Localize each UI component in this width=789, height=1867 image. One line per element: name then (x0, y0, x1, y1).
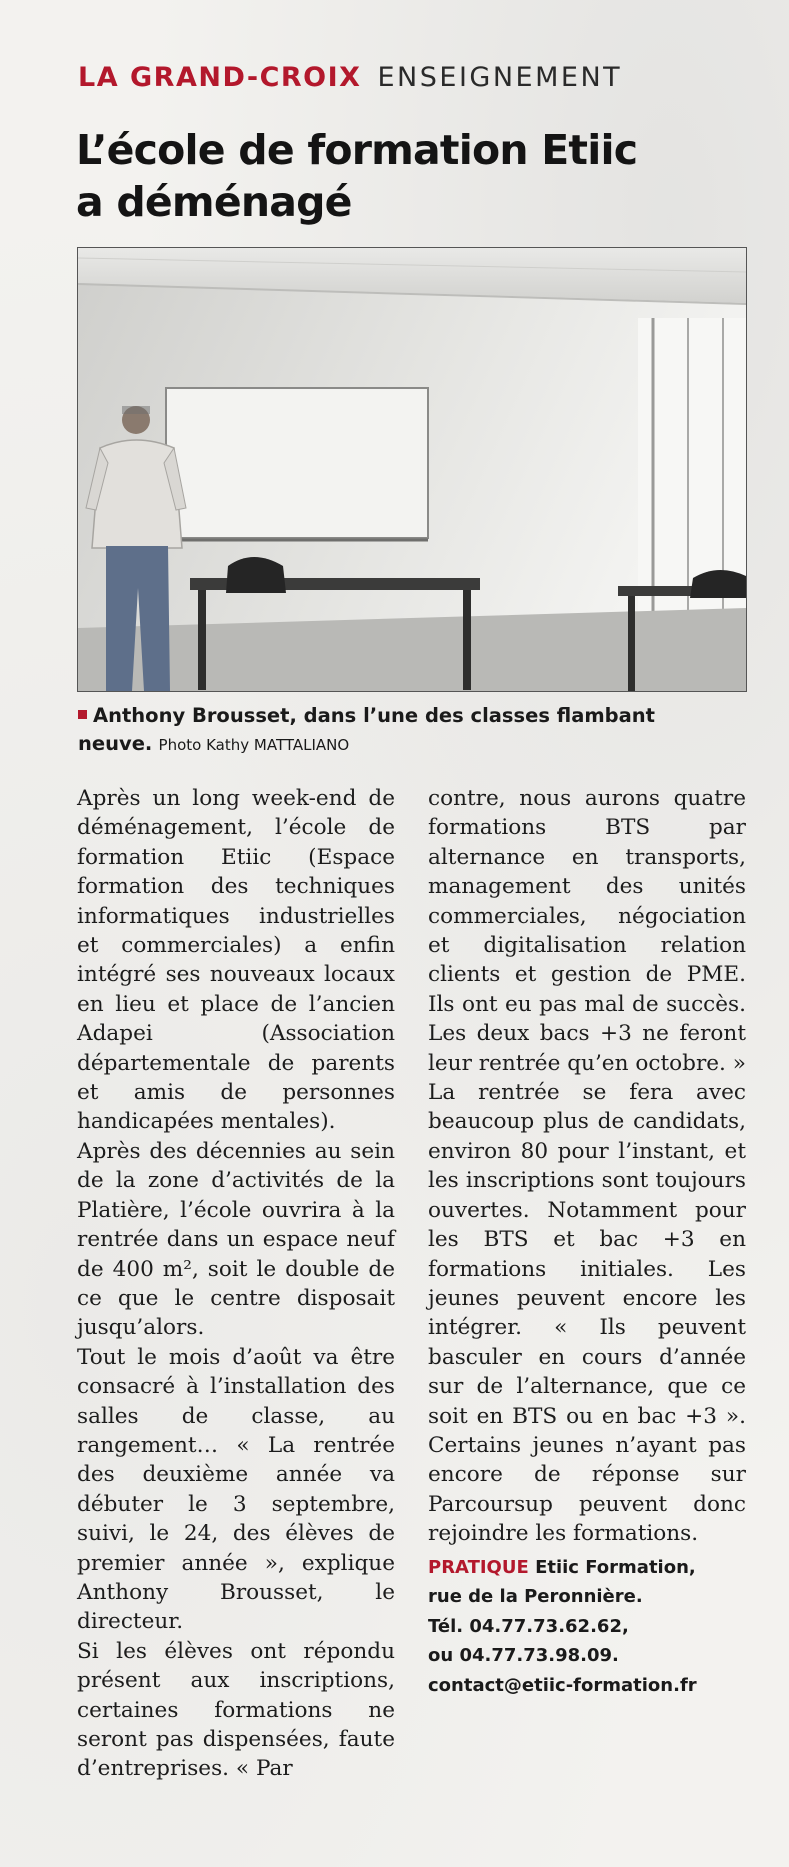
classroom-photo-icon (78, 248, 746, 691)
caption-text: Anthony Brousset, dans l’une des classes flambant neuve. (78, 704, 656, 755)
article-paragraph: Tout le mois d’août va être consacré à l’installation des salles de classe, au rangement… « La rentrée des deuxième année va débuter le 3 septembre, suivi, le 24, des élèves de premier année », explique Anthony Brousset, le directeur. (77, 1344, 395, 1635)
photo-caption (78, 702, 718, 759)
caption-bullet-icon (78, 710, 87, 719)
article-paragraph: contre, nous aurons quatre formations BTS par alternance en transports, management des unités commerciales, négociation et digitalisation relation clients et gestion de PME. Ils ont eu pas mal de succès. Les deux bacs +3 ne feront leur rentrée qu’en octobre. » (428, 786, 746, 1076)
article-paragraph: Après des décennies au sein de la zone d’activités de la Platière, l’école ouvrira à la rentrée dans un espace neuf de 400 m², soit le double de ce que le centre disposait jusqu’alors. (77, 1138, 395, 1341)
location-label: LA GRAND-CROIX (78, 62, 362, 93)
practical-org: Etiic Formation, (535, 1556, 696, 1578)
practical-label: PRATIQUE (428, 1556, 529, 1578)
article-paragraph: Après un long week-end de déménagement, l’école de formation Etiic (Espace formation des techniques informatiques industrielles et commerciales) a enfin intégré ses nouveaux locaux en lieu et place de l’ancien Adapei (Association départementale de parents et amis de personnes handicapées mentales). (77, 786, 395, 1135)
article-headline (76, 124, 756, 228)
headline-line-1: L’école de formation Etiic (76, 126, 638, 174)
headline-line-2: a déménagé (76, 178, 352, 226)
article-column-left (77, 784, 395, 1784)
section-kicker (78, 62, 622, 93)
practical-phone-2: ou 04.77.73.98.09. (428, 1645, 619, 1667)
practical-address: rue de la Peronnière. (428, 1586, 643, 1608)
article-photo (77, 247, 747, 692)
article-paragraph: Si les élèves ont répondu présent aux inscriptions, certaines formations ne seront pas dispensées, faute d’entreprises. « Par (77, 1638, 395, 1782)
practical-info (428, 1553, 746, 1701)
article-column-right (428, 784, 746, 1700)
photo-credit: Photo Kathy MATTALIANO (158, 736, 350, 754)
article-paragraph: La rentrée se fera avec beaucoup plus de candidats, environ 80 pour l’instant, et les inscriptions sont toujours ouvertes. Notamment pour les BTS et bac +3 en formations initiales. Les jeunes peuvent encore les intégrer. « Ils peuvent basculer en cours d’année sur de l’alternance, que ce soit en BTS ou en bac +3 ». Certains jeunes n’ayant pas encore de réponse sur Parcoursup peuvent donc rejoindre les formations. (428, 1080, 746, 1547)
practical-email: contact@etiic-formation.fr (428, 1674, 697, 1696)
rubric-label: ENSEIGNEMENT (377, 62, 623, 93)
practical-phone-1: Tél. 04.77.73.62.62, (428, 1615, 629, 1637)
